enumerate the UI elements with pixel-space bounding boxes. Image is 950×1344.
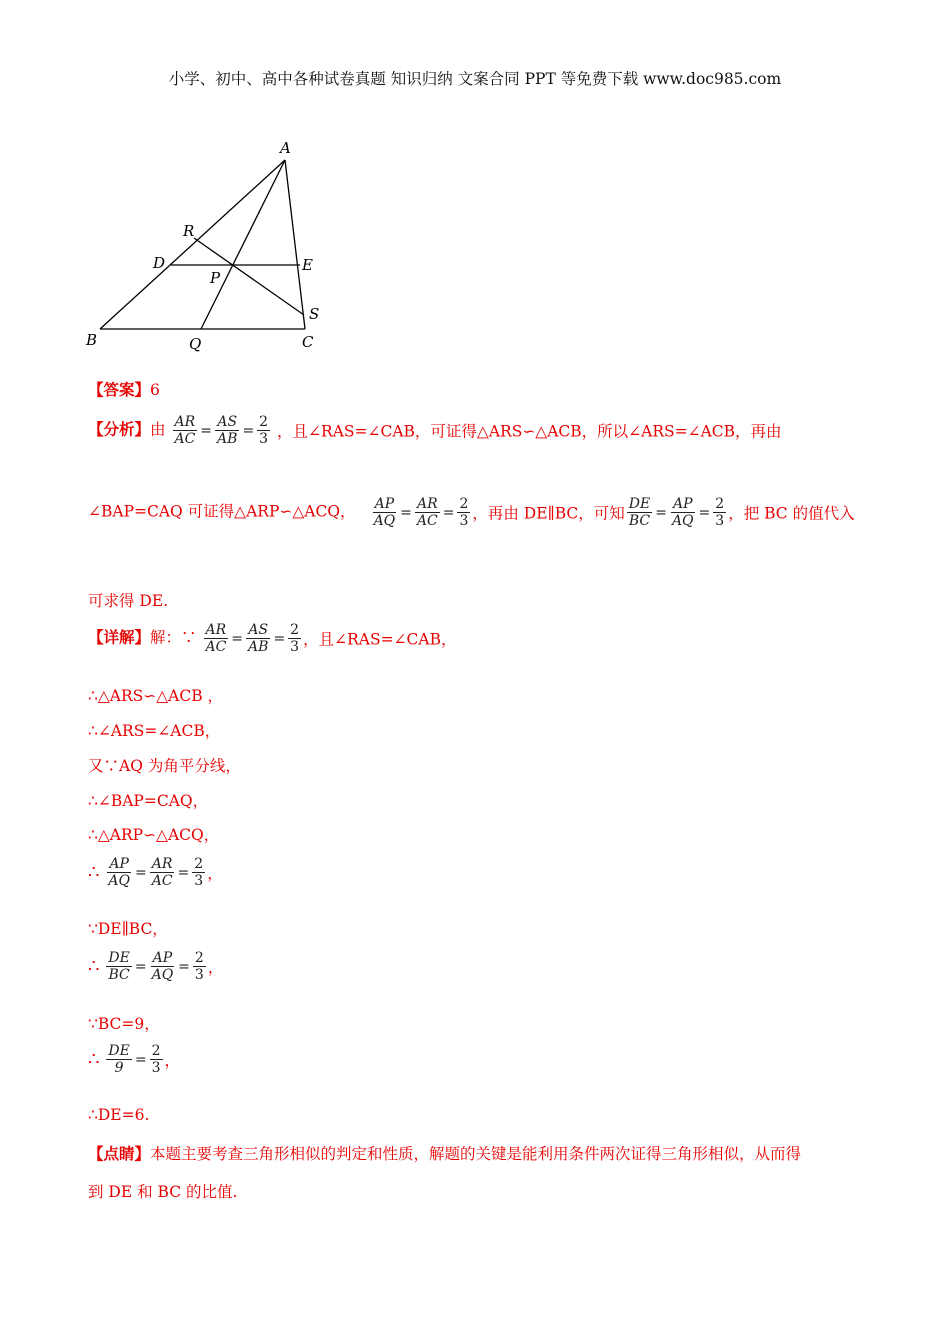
fraction: $\frac{AP}{AQ}$ bbox=[373, 496, 396, 530]
analysis-line2-text3: ，把 BC 的值代入 bbox=[728, 504, 855, 523]
detail-step-7: ∵DE∥BC， bbox=[88, 920, 168, 938]
detail-step-8: ∴ $\frac{DE}{BC}$ = $\frac{AP}{AQ}$ = $\frac{2}{3}$ ， bbox=[88, 950, 224, 984]
detail-step-5: ∴△ARP∽△ACQ， bbox=[88, 826, 220, 844]
fraction: $\frac{2}{3}$ bbox=[194, 950, 204, 984]
comment-line-1 bbox=[88, 1142, 801, 1164]
label-d: D bbox=[153, 254, 166, 272]
detail-step-2: ∴∠ARS=∠ACB， bbox=[88, 722, 221, 740]
geometry-figure bbox=[80, 133, 340, 358]
fraction: $\frac{2}{3}$ bbox=[194, 856, 204, 890]
side-ab bbox=[100, 160, 285, 329]
fraction: $\frac{AS}{AB}$ bbox=[248, 622, 269, 656]
detail-step-4: ∴∠BAP=CAQ， bbox=[88, 792, 209, 810]
detail-tag: 【详解】 bbox=[88, 627, 151, 647]
detail-intro-tail: ，且∠RAS=∠CAB， bbox=[303, 630, 457, 649]
segment-aq bbox=[201, 160, 285, 329]
analysis-line-1: 【分析】由 $\frac{AR}{AC}$ = $\frac{AS}{AB}$ = $\frac{2}{3}$ ，且∠RAS=∠CAB，可证得△ARS∽△ACB，所以∠ARS=∠ACB，再由 bbox=[88, 414, 782, 448]
fraction: $\frac{2}{3}$ bbox=[459, 496, 469, 530]
fraction: $\frac{AP}{AQ}$ bbox=[151, 950, 174, 984]
detail-step-10: ∴ $\frac{DE}{9}$ = $\frac{2}{3}$ ， bbox=[88, 1043, 181, 1077]
analysis-text-1: ，且∠RAS=∠CAB，可证得△ARS∽△ACB，所以∠ARS=∠ACB，再由 bbox=[277, 422, 782, 441]
fraction: $\frac{AS}{AB}$ bbox=[217, 414, 238, 448]
fraction: $\frac{AR}{AC}$ bbox=[205, 622, 227, 656]
comment-tag: 【点睛】 bbox=[88, 1144, 151, 1163]
detail-step-11: ∴DE=6. bbox=[88, 1106, 150, 1124]
fraction: $\frac{AR}{AC}$ bbox=[151, 856, 173, 890]
page-header: 小学、初中、高中各种试卷真题 知识归纳 文案合同 PPT 等免费下载 www.doc985.com bbox=[168, 70, 782, 88]
detail-step-6: ∴ $\frac{AP}{AQ}$ = $\frac{AR}{AC}$ = $\frac{2}{3}$ ， bbox=[88, 856, 223, 890]
analysis-line-2: ∠BAP=CAQ 可证得△ARP∽△ACQ， $\frac{AP}{AQ}$ = $\frac{AR}{AC}$ = $\frac{2}{3}$ ，再由 DE∥BC，可知 $\frac{DE}{BC}$ = $\frac{AP}{AQ}$ = $\frac{2}{3}$ ，把 BC 的值代入 bbox=[88, 496, 855, 530]
fraction: $\frac{AP}{AQ}$ bbox=[108, 856, 130, 890]
detail-intro: 解：∵ bbox=[150, 628, 197, 647]
fraction: $\frac{DE}{BC}$ bbox=[108, 950, 130, 984]
detail-intro-line: 【详解】解：∵ $\frac{AR}{AC}$ = $\frac{AS}{AB}$ = $\frac{2}{3}$ ，且∠RAS=∠CAB， bbox=[88, 622, 457, 656]
fraction: $\frac{DE}{9}$ bbox=[108, 1043, 130, 1077]
label-s: S bbox=[309, 305, 320, 323]
fraction: $\frac{2}{3}$ bbox=[290, 622, 300, 656]
analysis-line-3: 可求得 DE. bbox=[88, 592, 169, 610]
analysis-line2-text1: ∠BAP=CAQ 可证得△ARP∽△ACQ， bbox=[88, 502, 356, 521]
answer-line bbox=[88, 378, 160, 400]
comment-text-1: 本题主要考查三角形相似的判定和性质，解题的关键是能利用条件两次证得三角形相似，从而得 bbox=[150, 1145, 802, 1163]
fraction: $\frac{2}{3}$ bbox=[259, 414, 269, 448]
detail-step-9: ∵BC=9， bbox=[88, 1015, 160, 1033]
fraction: $\frac{2}{3}$ bbox=[151, 1043, 161, 1077]
comment-line-2: 到 DE 和 BC 的比值. bbox=[88, 1183, 238, 1201]
analysis-tag: 【分析】 bbox=[88, 419, 151, 439]
label-q: Q bbox=[189, 335, 202, 353]
label-b: B bbox=[86, 331, 98, 349]
fraction: $\frac{DE}{BC}$ bbox=[628, 496, 651, 530]
label-r: R bbox=[183, 222, 195, 240]
detail-step-1: ∴△ARS∽△ACB ， bbox=[88, 687, 224, 705]
answer-tag: 【答案】 bbox=[88, 380, 151, 399]
fraction: $\frac{AR}{AC}$ bbox=[174, 414, 196, 448]
label-e: E bbox=[302, 256, 313, 274]
analysis-prefix: 由 bbox=[150, 420, 166, 439]
detail-step-3: 又∵AQ 为角平分线， bbox=[88, 757, 241, 775]
fraction: $\frac{AP}{AQ}$ bbox=[671, 496, 694, 530]
fraction: $\frac{AR}{AC}$ bbox=[416, 496, 438, 530]
fraction: $\frac{2}{3}$ bbox=[715, 496, 725, 530]
label-a: A bbox=[280, 139, 291, 157]
analysis-line2-text2: ，再由 DE∥BC，可知 bbox=[472, 504, 625, 523]
answer-value: 6 bbox=[150, 381, 160, 399]
label-p: P bbox=[210, 269, 221, 287]
label-c: C bbox=[302, 333, 314, 351]
